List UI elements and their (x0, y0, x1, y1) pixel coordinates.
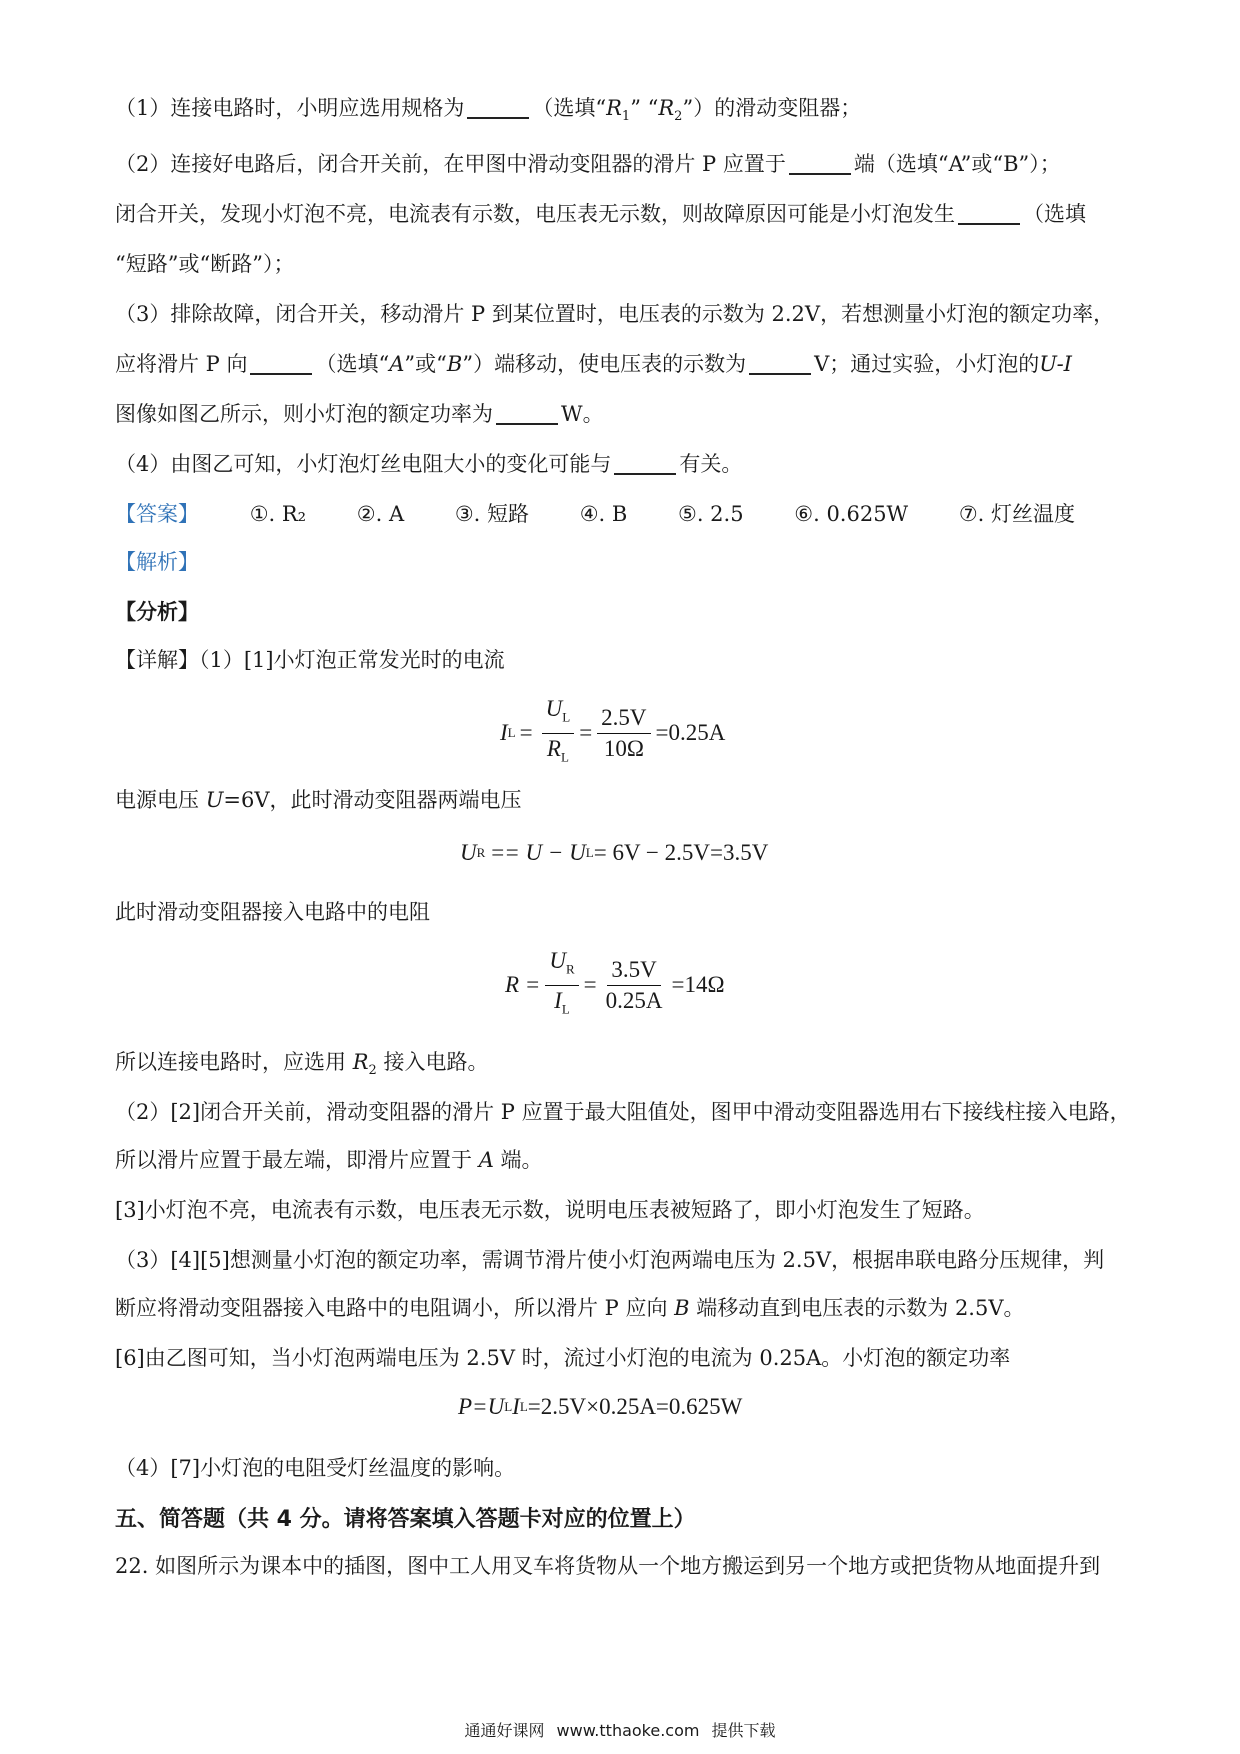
answer-blank (749, 353, 811, 375)
q2-text: （2）连接好电路后，闭合开关前，在甲图中滑动变阻器的滑片 P 应置于 (115, 152, 786, 176)
eq-denominator: 10Ω (603, 735, 644, 761)
question-2-line-2 (115, 200, 1086, 228)
question-22: 22. 如图所示为课本中的插图，图中工人用叉车将货物从一个地方搬运到另一个地方或把货物从地面提升到 (115, 1554, 1101, 1578)
detail-text: 所以连接电路时，应选用 (115, 1050, 353, 1074)
detail-text-b: 接入电路。 (376, 1050, 489, 1074)
detail-text-b: 端。 (493, 1148, 543, 1172)
answer-item: ③. 短路 (454, 502, 530, 526)
q4-text: （4）由图乙可知，小灯泡灯丝电阻大小的变化可能与 (115, 452, 612, 476)
eq-result: = 6V − 2.5V=3.5V (593, 840, 769, 865)
eq-subscript: L (504, 1399, 513, 1414)
answer-item: ⑦. 灯丝温度 (958, 502, 1076, 526)
q1-text-d: ”）的滑动变阻器； (682, 96, 862, 120)
r1-subscript: 1 (621, 109, 631, 125)
eq-symbol: I (512, 1394, 520, 1419)
detail-text: 断应将滑动变阻器接入电路中的电阻调小，所以滑片 P 应向 (115, 1296, 675, 1320)
question-3-line-3 (115, 400, 604, 428)
q3-text-f: 图像如图乙所示，则小灯泡的额定功率为 (115, 402, 493, 426)
equation-resistance: R = $\frac{U_R}{I_L}$ = $\frac{3.5V}{0.25A}$ =14Ω (505, 948, 725, 1022)
eq-symbol: U (460, 840, 477, 865)
detail-line-3: 此时滑动变阻器接入电路中的电阻 (115, 900, 430, 924)
r2-symbol: R (658, 96, 675, 120)
detail-text-b: 端移动直到电压表的示数为 2.5V。 (689, 1296, 1025, 1320)
fraction (597, 705, 650, 762)
eq-symbol: R (546, 735, 561, 761)
detail-text: 电源电压 (115, 788, 206, 812)
q3-text-b: （选填“ (315, 352, 390, 376)
fraction (545, 948, 578, 1022)
question-2-line-3: “短路”或“断路”）； (115, 252, 295, 276)
detail-text-b: =6V，此时滑动变阻器两端电压 (223, 788, 522, 812)
equation-voltage: U R = = U − U L = 6V − 2.5V=3.5V (460, 840, 769, 865)
eq-subscript: R (476, 845, 486, 860)
answer-blank (789, 153, 851, 175)
detail-line-1: 【详解】（1）[1]小灯泡正常发光时的电流 (115, 648, 505, 672)
footer-url[interactable]: www.tthaoke.com (556, 1721, 700, 1740)
eq-subscript: L (585, 845, 594, 860)
b-symbol: B (674, 1296, 690, 1320)
answer-item: ①. R₂ (249, 502, 307, 526)
answer-item: ②. A (356, 502, 405, 526)
footer-tail: 提供下载 (711, 1721, 776, 1740)
answer-row (115, 500, 1119, 528)
q3-text-c: ”或“ (404, 352, 447, 376)
u-symbol: U (205, 788, 224, 812)
equation-power (458, 1394, 742, 1420)
detail-line-9 (115, 1294, 1025, 1322)
a-symbol: A (478, 1148, 494, 1172)
answer-item: ④. B (579, 502, 628, 526)
eq-subscript: R (565, 961, 575, 977)
question-2-line-1 (115, 150, 1061, 178)
answer-blank (496, 403, 558, 425)
eq-subscript: L (561, 1001, 570, 1017)
equation-current: I L = $\frac{U_L}{R_L}$ = $\frac{2.5V}{10\Omega}$ =0.25A (500, 696, 725, 770)
fenxi-label: 【分析】 (115, 599, 199, 624)
question-4 (115, 450, 742, 478)
question-1 (115, 94, 861, 131)
eq-numerator: 3.5V (607, 957, 660, 986)
ui-label: U-I (1039, 352, 1072, 376)
eq-subscript: L (519, 1399, 528, 1414)
q3-text-d: ”）端移动，使电压表的示数为 (462, 352, 747, 376)
eq-result: =0.25A (655, 720, 726, 746)
eq-result: =14Ω (671, 972, 725, 998)
eq-symbol: I (500, 720, 508, 746)
eq-middle: = U − U (504, 840, 586, 865)
footer-site: 通通好课网 (464, 1721, 545, 1740)
eq-symbol: U (545, 696, 563, 721)
question-3-line-1: （3）排除故障，闭合开关，移动滑片 P 到某位置时，电压表的示数为 2.2V，若想测量小灯泡的额定功率， (115, 302, 1115, 326)
r1-symbol: R (606, 96, 622, 120)
q3-text-e: V；通过实验，小灯泡的 (814, 352, 1040, 376)
eq-symbol: R = (505, 972, 541, 998)
detail-line-11: （4）[7]小灯泡的电阻受灯丝温度的影响。 (115, 1456, 516, 1480)
eq-denominator: 0.25A (605, 987, 663, 1013)
eq-result: =2.5V×0.25A=0.625W (527, 1394, 743, 1419)
eq-subscript: L (562, 709, 571, 725)
analysis-label: 【解析】 (115, 550, 199, 574)
answer-blank (250, 353, 312, 375)
option-b: B (446, 352, 463, 376)
section-5-heading: 五、简答题（共 4 分。请将答案填入答题卡对应的位置上） (115, 1507, 696, 1532)
eq-symbol: P=U (458, 1394, 505, 1419)
eq-symbol: U (549, 948, 566, 973)
detail-line-5: （2）[2]闭合开关前，滑动变阻器的滑片 P 应置于最大阻值处，图甲中滑动变阻器选用右下接线柱接入电路， (115, 1100, 1131, 1124)
detail-line-7: [3]小灯泡不亮，电流表有示数，电压表无示数，说明电压表被短路了，即小灯泡发生了短路。 (115, 1198, 985, 1222)
q3-text: 应将滑片 P 向 (115, 352, 248, 376)
page-footer (0, 1718, 1240, 1741)
q2-text-d: （选填 (1023, 202, 1086, 226)
q2-text-c: 闭合开关，发现小灯泡不亮，电流表有示数，电压表无示数，则故障原因可能是小灯泡发生 (115, 202, 955, 226)
answer-blank (614, 453, 676, 475)
eq-numerator: 2.5V (597, 705, 650, 734)
answer-blank (958, 203, 1020, 225)
option-a: A (389, 352, 405, 376)
detail-line-2 (115, 786, 522, 814)
r-symbol: R (352, 1050, 369, 1074)
answer-item: ⑤. 2.5 (678, 502, 744, 526)
q2-text-b: 端（选填“A”或“B”）； (853, 152, 1061, 176)
detail-line-4 (115, 1048, 488, 1085)
answer-blank (467, 97, 529, 119)
eq-subscript: L (560, 749, 569, 765)
question-3-line-2 (115, 350, 1072, 378)
detail-line-6 (115, 1146, 543, 1174)
eq-symbol: I (554, 987, 562, 1013)
fraction (542, 696, 575, 770)
detail-text: 所以滑片应置于最左端，即滑片应置于 (115, 1148, 479, 1172)
eq-subscript: L (507, 725, 516, 741)
q1-text-b: （选填“ (532, 96, 607, 120)
q1-text: （1）连接电路时，小明应选用规格为 (115, 96, 465, 120)
answer-item: ⑥. 0.625W (794, 502, 909, 526)
r2-subscript: 2 (674, 109, 683, 125)
q3-text-g: W。 (561, 402, 604, 426)
answer-label: 【答案】 (115, 502, 199, 526)
detail-line-10: [6]由乙图可知，当小灯泡两端电压为 2.5V 时，流过小灯泡的电流为 0.25A。小灯泡的额定功率 (115, 1346, 1011, 1370)
q4-text-b: 有关。 (679, 452, 743, 476)
q1-text-c: ” “ (630, 96, 659, 120)
r-subscript: 2 (368, 1063, 377, 1079)
detail-line-8: （3）[4][5]想测量小灯泡的额定功率，需调节滑片使小灯泡两端电压为 2.5V，根据串联电路分压规律，判 (115, 1248, 1105, 1272)
fraction (602, 957, 667, 1014)
